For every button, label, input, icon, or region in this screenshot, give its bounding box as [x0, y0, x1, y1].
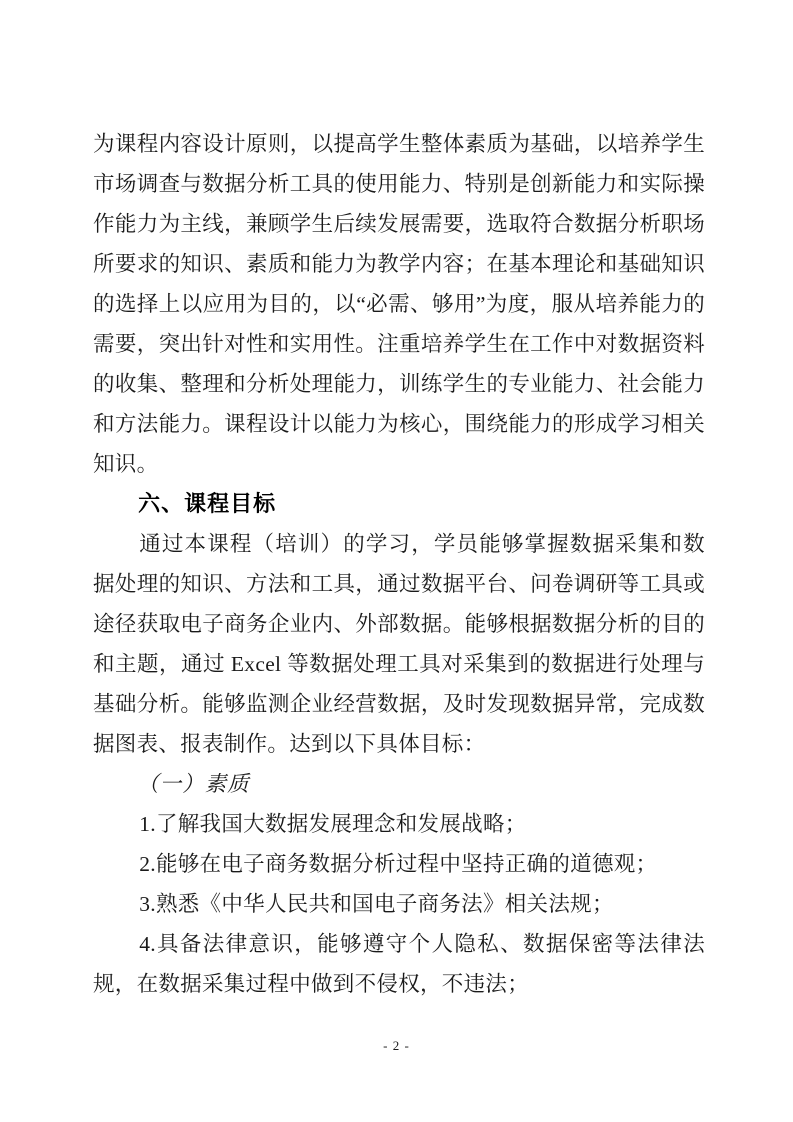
document-body	[93, 124, 705, 1004]
paragraph-course-design-principles: 为课程内容设计原则，以提高学生整体素质为基础，以培养学生市场调查与数据分析工具的使用能力、特别是创新能力和实际操作能力为主线，兼顾学生后续发展需要，选取符合数据分析职场所要求的知识、素质和能力为教学内容；在基本理论和基础知识的选择上以应用为目的，以“必需、够用”为度，服从培养能力的需要，突出针对性和实用性。注重培养学生在工作中对数据资料的收集、整理和分析处理能力，训练学生的专业能力、社会能力和方法能力。课程设计以能力为核心，围绕能力的形成学习相关知识。	[93, 132, 705, 476]
list-item-4: 4.具备法律意识，能够遵守个人隐私、数据保密等法律法规，在数据采集过程中做到不侵权，不违法；	[93, 932, 705, 996]
subheading-quality: （一）素质	[137, 772, 250, 796]
list-item-1: 1.了解我国大数据发展理念和发展战略；	[139, 812, 527, 836]
paragraph-course-overview: 通过本课程（培训）的学习，学员能够掌握数据采集和数据处理的知识、方法和工具，通过数据平台、问卷调研等工具或途径获取电子商务企业内、外部数据。能够根据数据分析的目的和主题，通过 Excel 等数据处理工具对采集到的数据进行处理与基础分析。能够监测企业经营数据，及时发现数据异常，完成数据图表、报表制作。达到以下具体目标：	[93, 532, 705, 756]
heading-course-objectives: 六、课程目标	[138, 491, 277, 516]
list-item-2: 2.能够在电子商务数据分析过程中坚持正确的道德观；	[139, 852, 658, 876]
page-number: - 2 -	[383, 1038, 410, 1053]
list-item-3: 3.熟悉《中华人民共和国电子商务法》相关法规；	[139, 892, 614, 916]
